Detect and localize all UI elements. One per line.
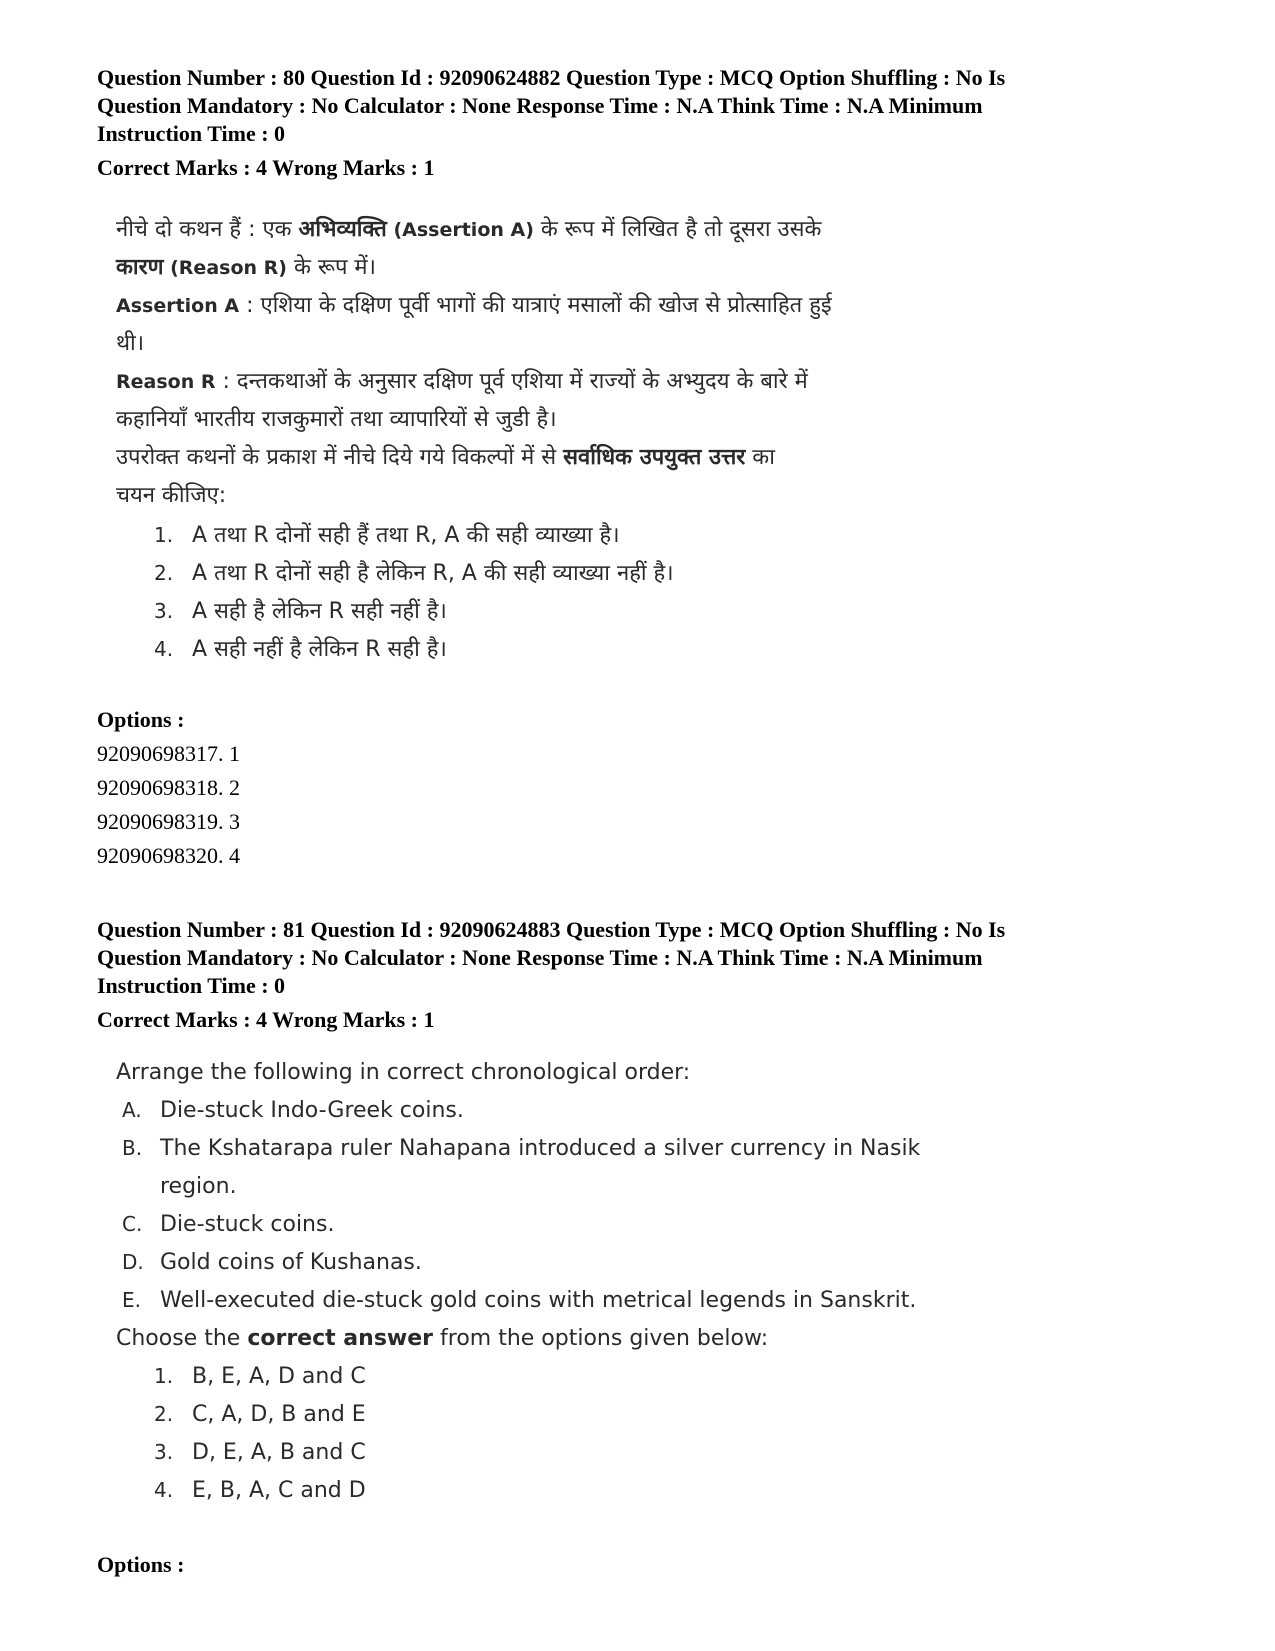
body-line: थी। (116, 331, 145, 356)
choice-text: D, E, A, B and C (192, 1440, 366, 1465)
item-letter: A. (122, 1098, 142, 1122)
text-span: from the options given below: (433, 1326, 769, 1351)
text-span: के रूप में। (286, 255, 376, 280)
item-text: region. (160, 1174, 237, 1199)
item-letter: C. (122, 1212, 143, 1236)
item-text: The Kshatarapa ruler Nahapana introduced a silver currency in Nasik (160, 1136, 921, 1161)
choice-item (154, 1402, 366, 1427)
text-span: अभिव्यक्ति (298, 217, 387, 242)
question-80-body (116, 205, 946, 675)
text-span: : एशिया के दक्षिण पूर्वी भागों की यात्राएं मसालों की खोज से प्रोत्साहित हुई (239, 293, 832, 318)
choice-text: A सही नहीं है लेकिन R सही है। (192, 637, 447, 662)
choice-item (154, 1440, 366, 1465)
body-line (116, 365, 808, 395)
choice-number: 4. (154, 637, 174, 661)
choice-number: 2. (154, 561, 174, 585)
text-span: Assertion A (116, 295, 240, 317)
text-span: (Reason R) (163, 257, 287, 279)
item-letter: E. (122, 1288, 141, 1312)
option-item: 92090698318. 2 (97, 775, 240, 800)
meta-line: Question Number : 81 Question Id : 92090624883 Question Type : MCQ Option Shuffling : No Is (97, 917, 1006, 942)
meta-line: Question Mandatory : No Calculator : None Response Time : N.A Think Time : N.A Minimum (97, 945, 983, 970)
item-text: Gold coins of Kushanas. (160, 1250, 422, 1275)
body-line: Arrange the following in correct chronological order: (116, 1060, 691, 1085)
choice-item (154, 595, 447, 625)
choice-number: 4. (154, 1478, 174, 1502)
choice-text: A तथा R दोनों सही हैं तथा R, A की सही व्याख्या है। (192, 523, 620, 548)
choice-text: A तथा R दोनों सही है लेकिन R, A की सही व्याख्या नहीं है। (192, 561, 674, 586)
choice-text: B, E, A, D and C (192, 1364, 366, 1389)
item-letter: B. (122, 1136, 143, 1160)
item-text: Die-stuck Indo-Greek coins. (160, 1098, 464, 1123)
body-line: कहानियाँ भारतीय राजकुमारों तथा व्यापारियों से जुडी है। (116, 407, 557, 432)
item-text: Die-stuck coins. (160, 1212, 335, 1237)
option-item: 92090698320. 4 (97, 843, 240, 868)
body-line (116, 213, 821, 243)
item-text: Well-executed die-stuck gold coins with metrical legends in Sanskrit. (160, 1288, 917, 1313)
list-item (122, 1174, 237, 1199)
body-line (116, 1326, 768, 1351)
body-line (116, 289, 832, 319)
option-item: 92090698319. 3 (97, 809, 240, 834)
item-letter: D. (122, 1250, 144, 1274)
choice-item (154, 557, 674, 587)
options-label: Options : (97, 1552, 185, 1577)
list-item (122, 1250, 422, 1275)
body-line (116, 251, 376, 281)
text-span: के रूप में लिखित है तो दूसरा उसके (533, 217, 822, 242)
choice-item (154, 519, 620, 549)
question-81-meta (97, 916, 1177, 1000)
text-span: Reason R (116, 371, 216, 393)
question-81-marks: Correct Marks : 4 Wrong Marks : 1 (97, 1007, 435, 1032)
body-line: चयन कीजिए: (116, 483, 227, 508)
choice-item (154, 1478, 366, 1503)
body-line (116, 441, 775, 471)
choice-text: A सही है लेकिन R सही नहीं है। (192, 599, 447, 624)
text-span: (Assertion A) (386, 219, 534, 241)
list-item (122, 1288, 916, 1313)
meta-line: Instruction Time : 0 (97, 973, 286, 998)
choice-item (154, 633, 447, 663)
meta-line: Question Mandatory : No Calculator : None Response Time : N.A Think Time : N.A Minimum (97, 93, 983, 118)
choice-item (154, 1364, 366, 1389)
choice-number: 1. (154, 523, 174, 547)
question-80-meta (97, 64, 1177, 148)
choice-number: 3. (154, 1440, 174, 1464)
meta-line: Question Number : 80 Question Id : 92090624882 Question Type : MCQ Option Shuffling : No Is (97, 65, 1006, 90)
text-span: : दन्तकथाओं के अनुसार दक्षिण पूर्व एशिया में राज्यों के अभ्युदय के बारे में (215, 369, 808, 394)
choice-number: 1. (154, 1364, 174, 1388)
question-81-body (116, 1052, 946, 1512)
choice-text: E, B, A, C and D (192, 1478, 366, 1503)
options-list (97, 737, 240, 873)
choice-number: 2. (154, 1402, 174, 1426)
list-item (122, 1098, 464, 1123)
text-span: का (745, 445, 775, 470)
options-label: Options : (97, 707, 185, 732)
text-span: सर्वाधिक उपयुक्त उत्तर (563, 445, 746, 470)
meta-line: Instruction Time : 0 (97, 121, 286, 146)
text-span: कारण (116, 255, 164, 280)
list-item (122, 1212, 334, 1237)
choice-text: C, A, D, B and E (192, 1402, 366, 1427)
text-span: correct answer (247, 1326, 434, 1351)
text-span: नीचे दो कथन हैं : एक (116, 217, 299, 242)
question-80-marks: Correct Marks : 4 Wrong Marks : 1 (97, 155, 435, 180)
text-span: Choose the (116, 1326, 248, 1351)
text-span: उपरोक्त कथनों के प्रकाश में नीचे दिये गये विकल्पों में से (116, 445, 564, 470)
choice-number: 3. (154, 599, 174, 623)
list-item (122, 1136, 920, 1161)
option-item: 92090698317. 1 (97, 741, 240, 766)
